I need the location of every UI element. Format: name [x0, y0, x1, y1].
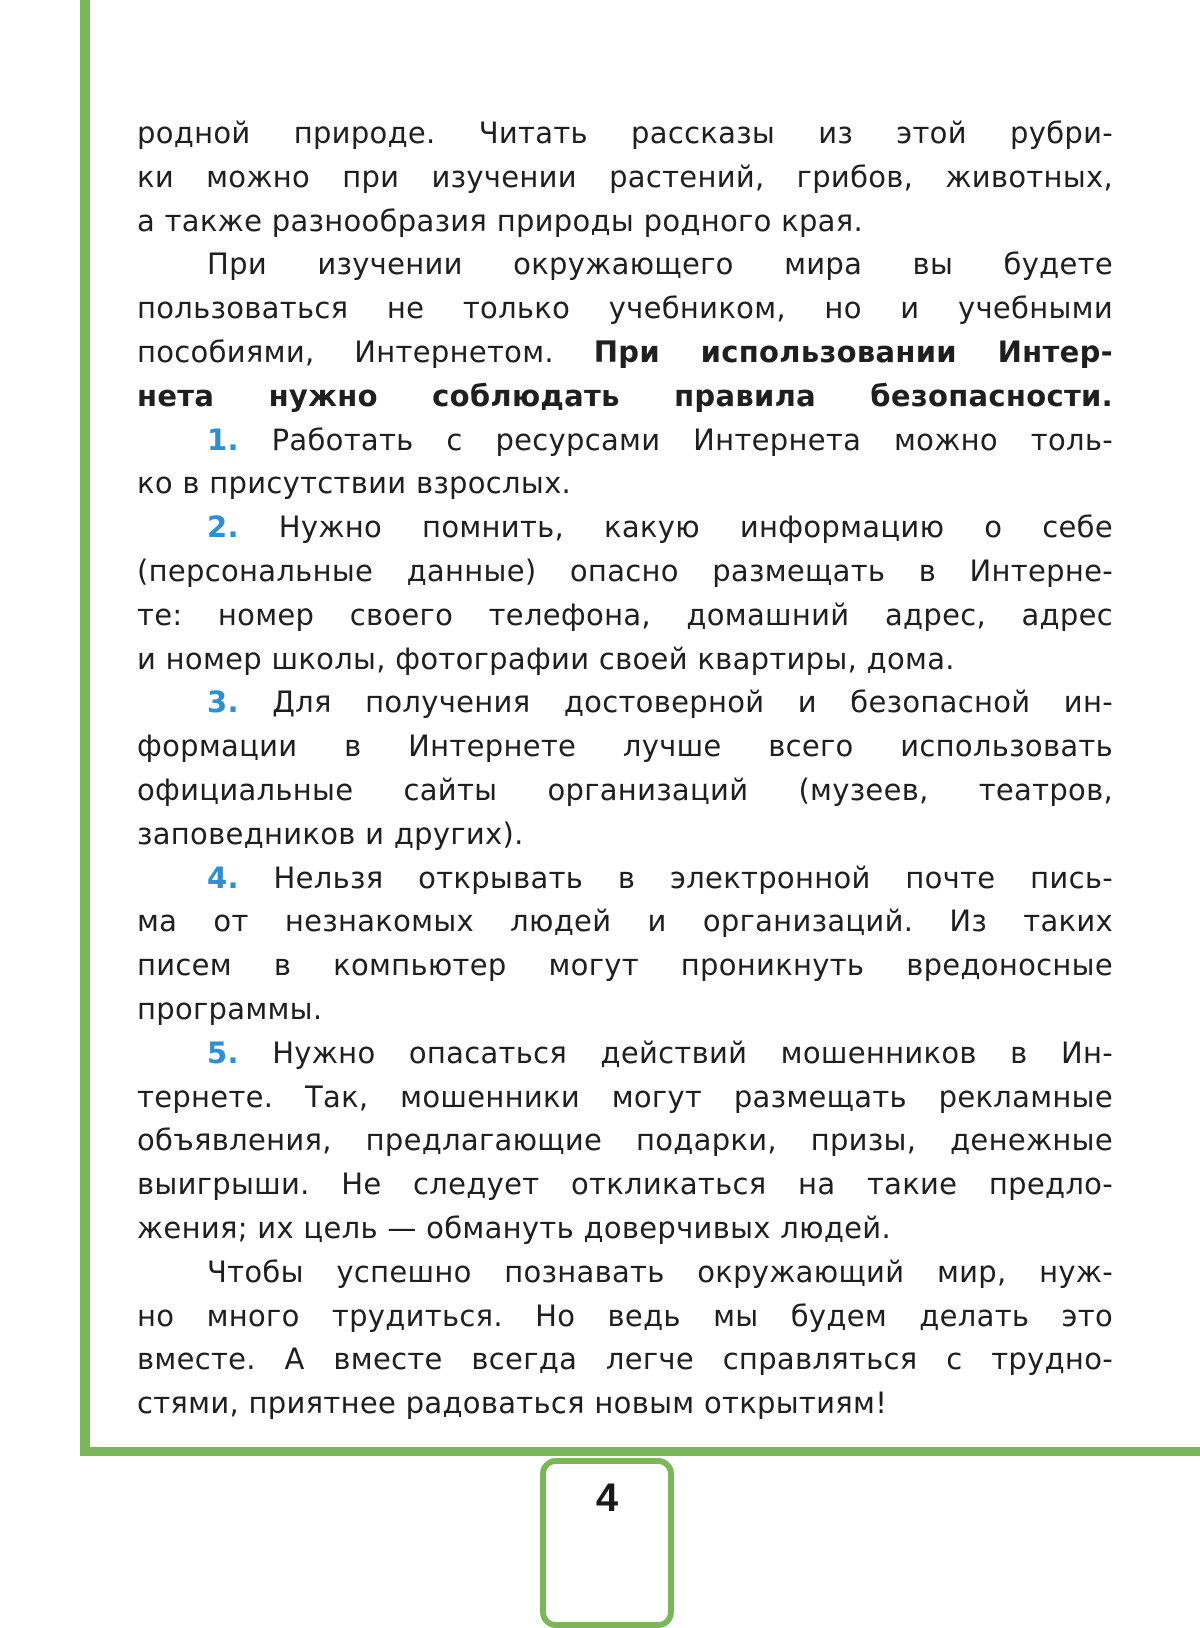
rule-number: 5. [207, 1035, 239, 1070]
text-line: вместе. А вместе всегда легче справляться с трудно- [137, 1342, 1113, 1377]
text-line: и номер школы, фотографии своей квартиры, дома. [137, 641, 955, 676]
text-line: официальные сайты организаций (музеев, театров, [137, 772, 1113, 807]
rule-number: 1. [207, 422, 239, 457]
text-line: выигрыши. Не следует откликаться на такие предло- [137, 1167, 1113, 1202]
text-line: ки можно при изучении растений, грибов, животных, [137, 159, 1113, 194]
text-line: формации в Интернете лучше всего использовать [137, 729, 1113, 764]
text-line: При изучении окружающего мира вы будете [207, 247, 1113, 282]
bold-text-line: нета нужно соблюдать правила безопасности. [137, 378, 1113, 413]
rule-item-5 [137, 1032, 1113, 1076]
rule-text: Для получения достоверной и безопасной ин- [272, 685, 1113, 720]
text-line: Чтобы успешно познавать окружающий мир, нуж- [207, 1254, 1113, 1289]
text-line: пользоваться не только учебником, но и учебными [137, 291, 1113, 326]
text-line: а также разнообразия природы родного края. [137, 203, 863, 238]
text-line: стями, приятнее радоваться новым открытиям! [137, 1386, 888, 1421]
text-line: ма от незнакомых людей и организаций. Из таких [137, 904, 1113, 939]
rule-text: Нельзя открывать в электронной почте пись- [273, 860, 1113, 895]
text-line: но много трудиться. Но ведь мы будем делать это [137, 1298, 1113, 1333]
text-line: родной природе. Читать рассказы из этой рубри- [137, 116, 1113, 150]
rule-item-2 [137, 506, 1113, 550]
page-number: 4 [595, 1476, 619, 1520]
rule-text: Нужно опасаться действий мошенников в Ин- [272, 1035, 1113, 1070]
rule-number: 2. [207, 510, 239, 545]
text-line: ко в присутствии взрослых. [137, 466, 572, 501]
left-border-rule [80, 0, 90, 1456]
rule-item-3 [137, 681, 1113, 725]
text-line: жения; их цель — обмануть доверчивых людей. [137, 1210, 891, 1245]
regular-text: пособиями, Интернетом. [137, 334, 554, 369]
bold-text: При использовании Интер- [593, 334, 1113, 369]
text-line: (персональные данные) опасно размещать в Интерне- [137, 553, 1113, 588]
text-line: тернете. Так, мошенники могут размещать рекламные [137, 1079, 1113, 1114]
page-number-box [540, 1458, 674, 1628]
rule-number: 4. [207, 860, 239, 895]
rule-text: Нужно помнить, какую информацию о себе [278, 510, 1113, 545]
text-line: те: номер своего телефона, домашний адрес, адрес [137, 597, 1113, 632]
page-body-text [137, 112, 1113, 1426]
text-line: заповедников и других). [137, 816, 524, 851]
bottom-border-rule [80, 1447, 1200, 1456]
rule-text: Работать с ресурсами Интернета можно толь- [271, 422, 1113, 457]
text-line: программы. [137, 991, 323, 1026]
rule-number: 3. [207, 685, 239, 720]
text-line: писем в компьютер могут проникнуть вредоносные [137, 948, 1113, 983]
text-line-mixed [137, 331, 1113, 375]
rule-item-4 [137, 857, 1113, 901]
rule-item-1 [137, 419, 1113, 463]
text-line: объявления, предлагающие подарки, призы, денежные [137, 1123, 1113, 1158]
